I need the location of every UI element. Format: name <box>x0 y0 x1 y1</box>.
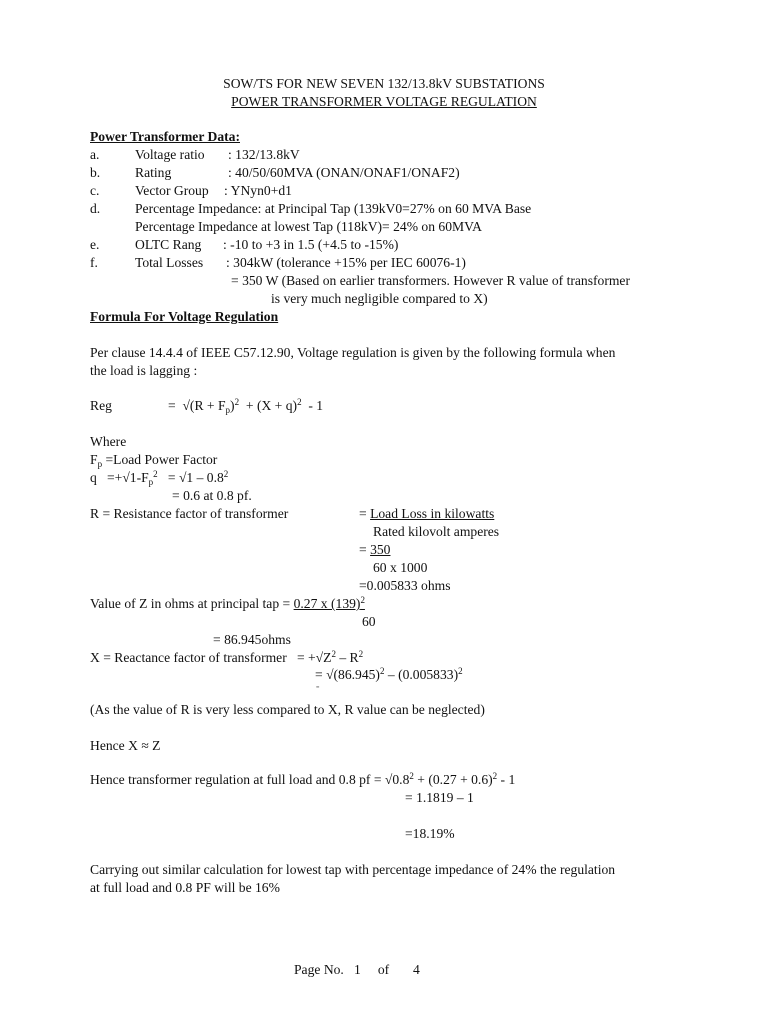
where-label: Where <box>90 434 127 449</box>
z-definition-text: Value of Z in ohms at principal tap = <box>90 596 291 611</box>
reg-label: Reg <box>90 398 112 413</box>
item-text: Percentage Impedance: at Principal Tap (139kV0=27% on 60 MVA Base <box>135 201 532 216</box>
q-definition: $q =+√1-F_p^2$ = $√1 - 0.8^2$ <box>90 469 229 487</box>
r-numerator-text: Load Loss in kilowatts <box>370 506 495 521</box>
intro-line-2: the load is lagging : <box>90 363 198 378</box>
x-definition-text: X = Reactance factor of transformer <box>90 650 287 665</box>
z-result: = 86.945ohms <box>213 632 291 647</box>
q-value: = 0.6 at 0.8 pf. <box>172 488 252 503</box>
page-current: 1 <box>354 962 361 977</box>
item-label: Vector Group <box>135 183 209 198</box>
item-label: OLTC Rang <box>135 237 202 252</box>
data-item-impedance-lowest: Percentage Impedance at lowest Tap (118kV)= 24% on 60MVA <box>135 219 482 234</box>
data-heading: Power Transformer Data: <box>90 129 240 144</box>
fp-definition: $F_p$ =Load Power Factor <box>90 452 218 469</box>
document-title: SOW/TS FOR NEW SEVEN 132/13.8kV SUBSTATIONS <box>223 76 545 91</box>
regulation-result: =18.19% <box>405 826 455 841</box>
z-denominator: 60 <box>362 614 376 629</box>
r-numerator-value: 350 <box>370 542 391 557</box>
item-tag: e. <box>90 237 100 252</box>
q-sqrt: = √1 – 0.8 <box>167 470 224 485</box>
losses-continuation-2: is very much negligible compared to X) <box>271 291 488 306</box>
reg-formula: = $√(R + F_p)^2 + (X + q)^2 - 1$ <box>168 397 324 415</box>
r-value-denominator: 60 x 1000 <box>373 560 428 575</box>
item-label: Voltage ratio <box>135 147 205 162</box>
z-numerator-text: 0.27 x (139) <box>293 596 361 611</box>
conclusion-line-2: at full load and 0.8 PF will be 16% <box>90 880 280 895</box>
x-definition: X = Reactance factor of transformer = $+√Z^2 - R^2$ <box>90 649 364 665</box>
x-expression-b: – (0.005833) <box>387 667 459 682</box>
item-tag: b. <box>90 165 101 180</box>
x-expression-a: = √(86.945) <box>315 667 380 682</box>
item-value: : -10 to +3 in 1.5 (+4.5 to -15%) <box>223 237 399 252</box>
r-fraction-denominator: Rated kilovolt amperes <box>373 524 500 539</box>
fp-definition-text: =Load Power Factor <box>105 452 218 467</box>
item-label: Total Losses <box>135 255 204 270</box>
item-tag: c. <box>90 183 100 198</box>
losses-continuation-1: = 350 W (Based on earlier transformers. However R value of transformer <box>231 273 630 288</box>
x-expression: = $√(86.945)^2 - (0.005833)^2$ <box>315 666 463 682</box>
r-value-numerator: = 350 <box>359 542 391 557</box>
page-label: Page No. <box>294 962 344 977</box>
r-result: =0.005833 ohms <box>359 578 451 593</box>
regulation-step-2: = 1.1819 – 1 <box>405 790 474 805</box>
formula-heading: Formula For Voltage Regulation <box>90 309 279 324</box>
tiny-mark: = <box>316 685 320 691</box>
r-fraction-numerator: = Load Loss in kilowatts <box>359 506 495 521</box>
document-subtitle: POWER TRANSFORMER VOLTAGE REGULATION <box>231 94 537 109</box>
intro-line-1: Per clause 14.4.4 of IEEE C57.12.90, Voltage regulation is given by the following formula when <box>90 345 616 360</box>
item-value: : 304kW (tolerance +15% per IEC 60076-1) <box>226 255 466 270</box>
item-tag: a. <box>90 147 100 162</box>
r-definition: R = Resistance factor of transformer <box>90 506 289 521</box>
item-value: : 132/13.8kV <box>228 147 300 162</box>
page-number-footer <box>294 961 420 979</box>
item-value: : YNyn0+d1 <box>224 183 292 198</box>
item-tag: d. <box>90 201 101 216</box>
z-definition <box>90 595 365 613</box>
hence-x-equals-z: Hence X ≈ Z <box>90 738 161 753</box>
page-total: 4 <box>412 962 420 977</box>
note-line: (As the value of R is very less compared to X, R value can be neglected) <box>90 702 485 717</box>
regulation-formula: Hence transformer regulation at full load and 0.8 pf = $√0.8^2 + (0.27 + 0.6)^2 - 1$ <box>90 771 516 787</box>
regulation-text: Hence transformer regulation at full load and 0.8 pf = <box>90 772 382 787</box>
item-label: Rating <box>135 165 172 180</box>
item-value: : 40/50/60MVA (ONAN/ONAF1/ONAF2) <box>228 165 460 180</box>
item-tag: f. <box>90 255 98 270</box>
z-numerator: 0.27 x $(139)^2$ <box>293 595 365 611</box>
conclusion-line-1: Carrying out similar calculation for lowest tap with percentage impedance of 24% the regulation <box>90 862 616 877</box>
page-of-label: of <box>377 962 390 977</box>
